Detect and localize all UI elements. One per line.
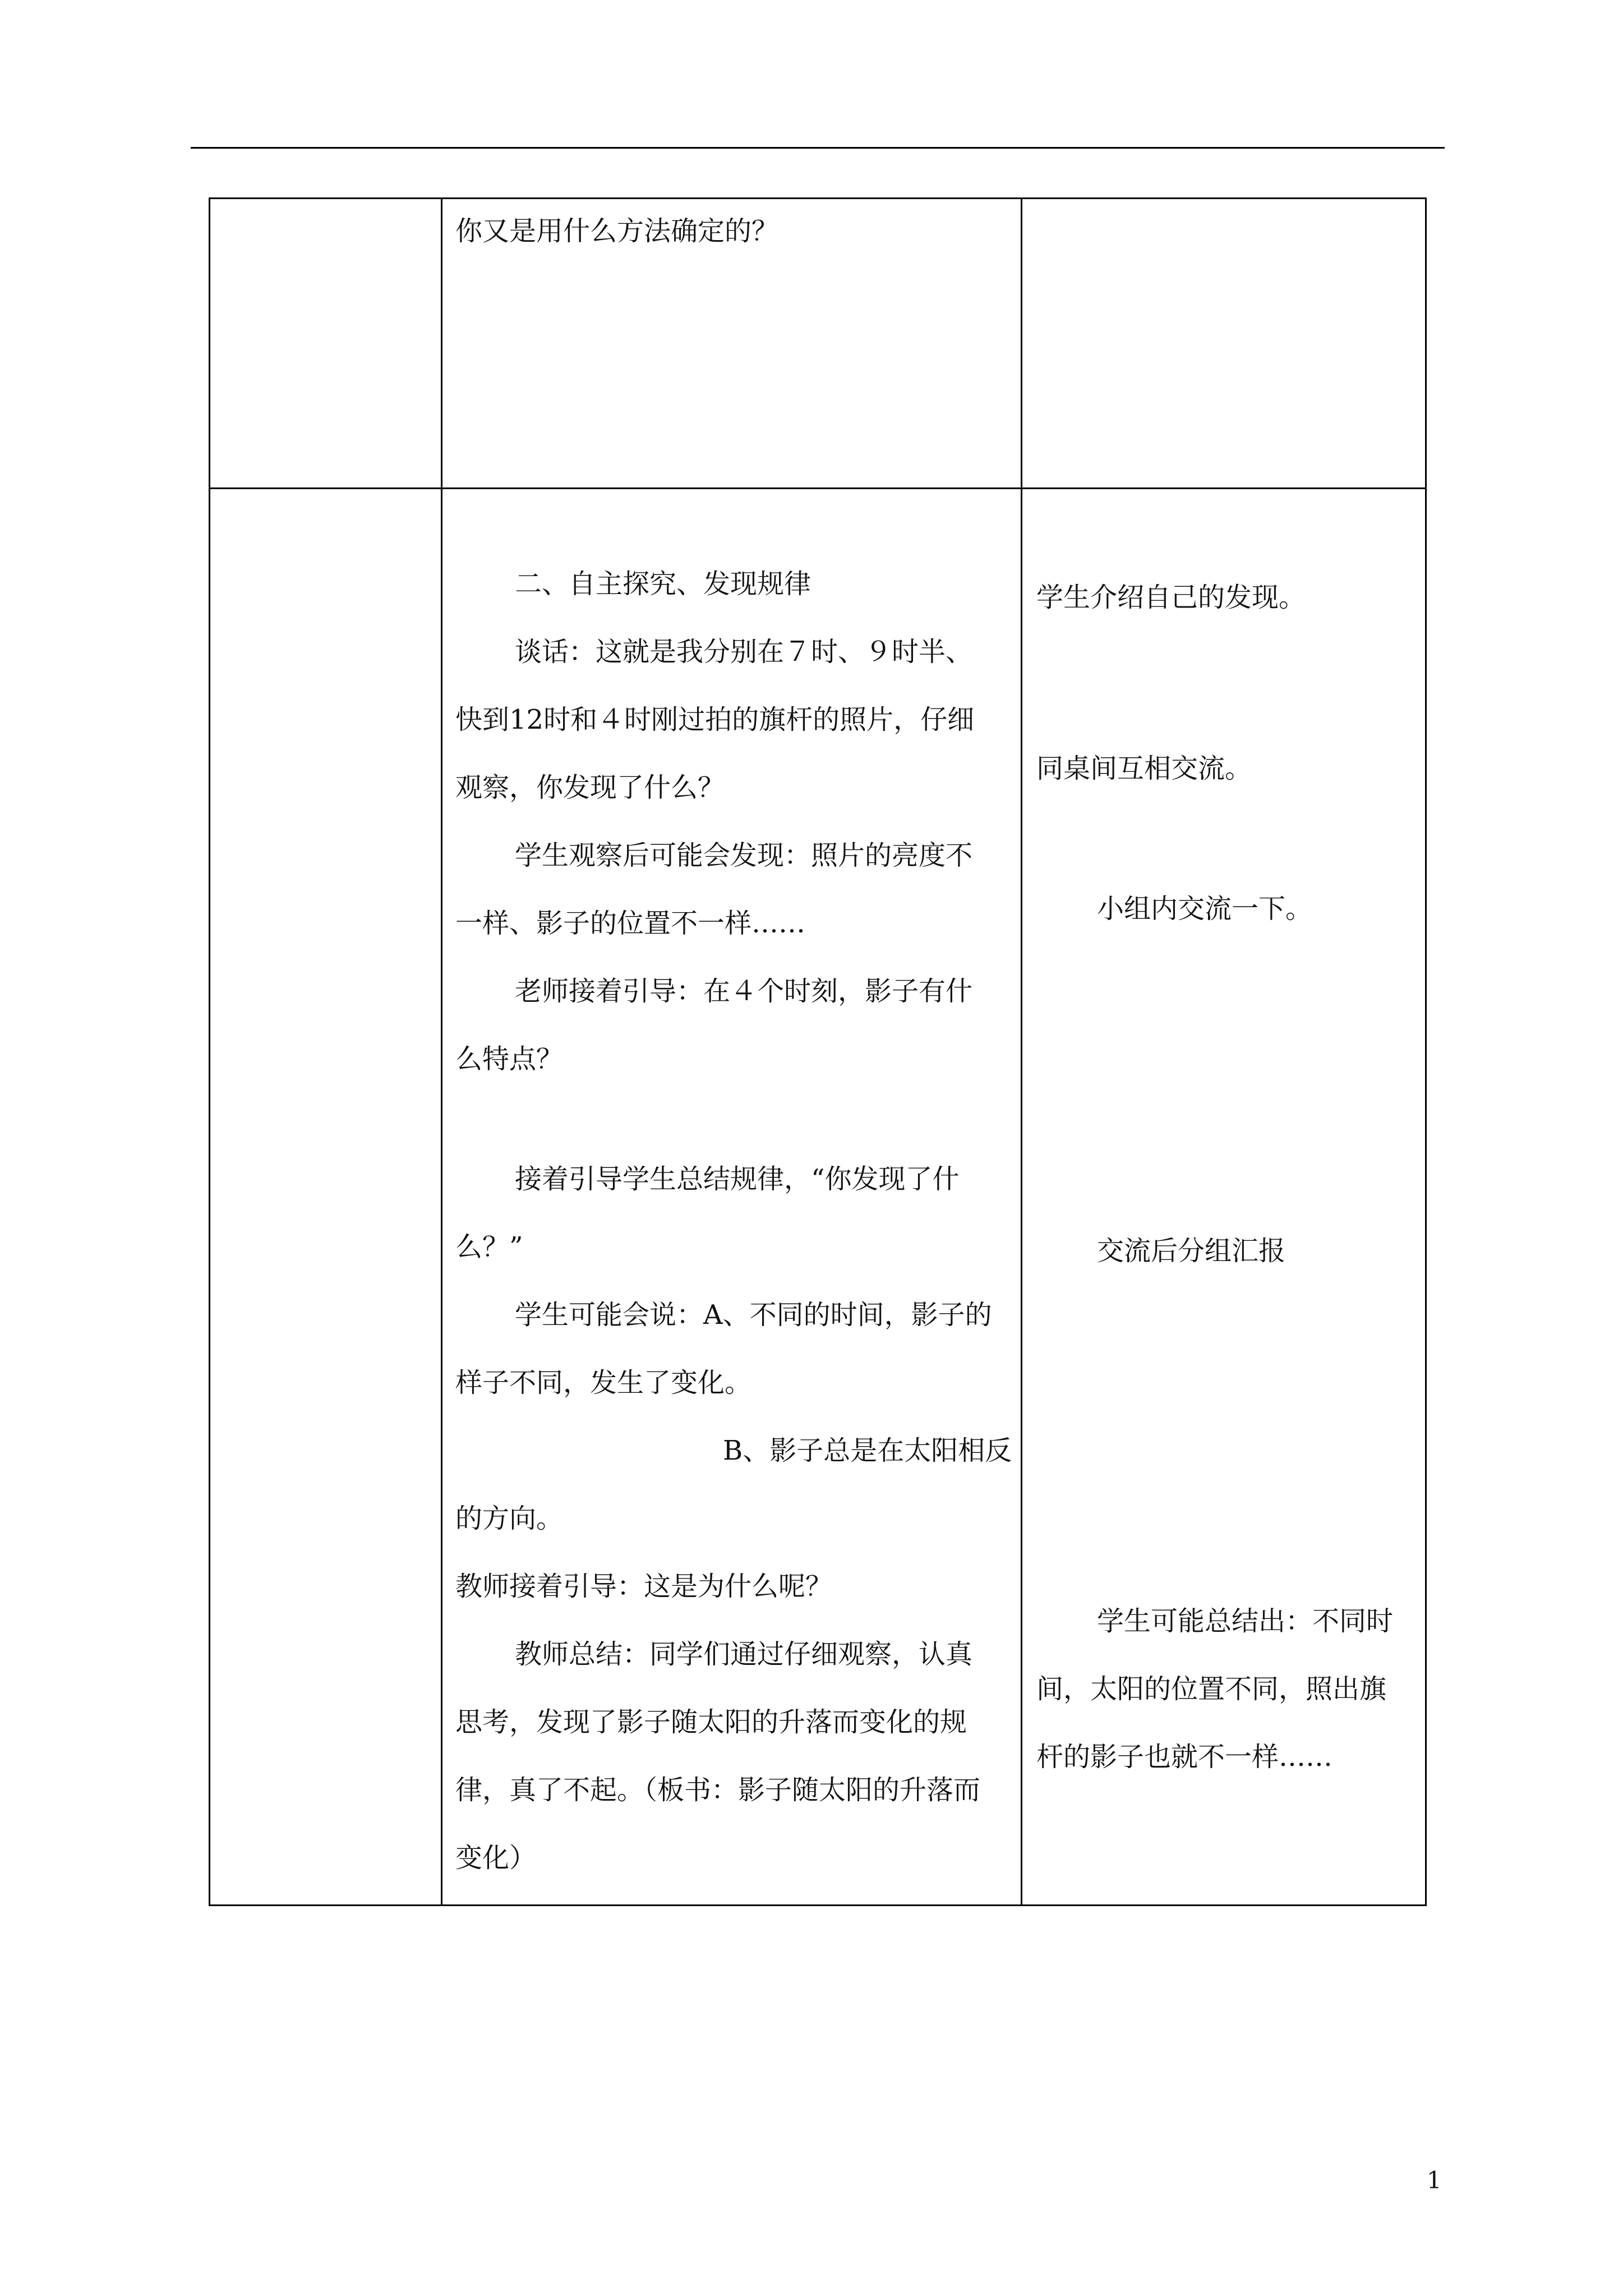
row2-middle-line-7: 么特点？ [455, 1043, 564, 1075]
row2-middle-line-14: 教师接着引导：这是为什么呢？ [455, 1571, 833, 1602]
row2-middle-line-5: 一样、影子的位置不一样…… [455, 908, 806, 939]
row2-middle-line-8: 接着引导学生总结规律，“你发现了什 [515, 1163, 960, 1195]
row2-middle-line-17: 律，真了不起。（板书：影子随太阳的升落而 [455, 1774, 981, 1806]
row2-middle-line-1: 谈话：这就是我分别在７时、９时半、 [515, 636, 973, 668]
row2-right-line-3: 交流后分组汇报 [1097, 1235, 1286, 1267]
header-rule [191, 147, 1445, 149]
row2-middle-line-16: 思考，发现了影子随太阳的升落而变化的规 [455, 1706, 967, 1738]
row2-right-line-5: 间，太阳的位置不同，照出旗 [1036, 1673, 1387, 1705]
table-border-left [209, 197, 210, 1906]
row2-middle-line-4: 学生观察后可能会发现：照片的亮度不 [515, 840, 973, 871]
row2-right-line-0: 学生介绍自己的发现。 [1036, 582, 1306, 613]
page-number: 1 [1427, 2166, 1442, 2194]
table-border-top [209, 197, 1427, 199]
table-border-bottom [209, 1904, 1427, 1906]
row2-middle-line-6: 老师接着引导：在４个时刻，影子有什 [515, 976, 973, 1007]
row2-middle-line-15: 教师总结：同学们通过仔细观察，认真 [515, 1639, 973, 1670]
row2-right-line-4: 学生可能总结出：不同时 [1097, 1605, 1394, 1637]
row2-middle-line-11: 样子不同，发生了变化。 [455, 1367, 752, 1398]
row2-middle-line-13: 的方向。 [455, 1503, 564, 1534]
table-divider-2 [1021, 197, 1022, 1906]
row2-right-line-2: 小组内交流一下。 [1097, 893, 1313, 924]
section-heading: 二、自主探究、发现规律 [515, 568, 811, 600]
row1-middle-line-0: 你又是用什么方法确定的？ [455, 215, 779, 247]
row2-right-line-1: 同桌间互相交流。 [1036, 753, 1252, 784]
row2-middle-line-10: 学生可能会说：A、不同的时间，影子的 [515, 1299, 992, 1331]
row2-right-line-6: 杆的影子也就不一样…… [1036, 1741, 1333, 1773]
row-divider [209, 487, 1427, 489]
table-border-right [1425, 197, 1427, 1906]
table-divider-1 [441, 197, 442, 1906]
row2-middle-line-9: 么？” [455, 1231, 523, 1263]
row2-middle-line-12: B、影子总是在太阳相反 [723, 1435, 1012, 1466]
row2-middle-line-3: 观察，你发现了什么？ [455, 772, 725, 803]
row2-middle-line-18: 变化） [455, 1842, 537, 1874]
row2-middle-line-2: 快到12时和４时刚过拍的旗杆的照片，仔细 [455, 704, 975, 735]
lesson-table [209, 197, 1427, 1906]
